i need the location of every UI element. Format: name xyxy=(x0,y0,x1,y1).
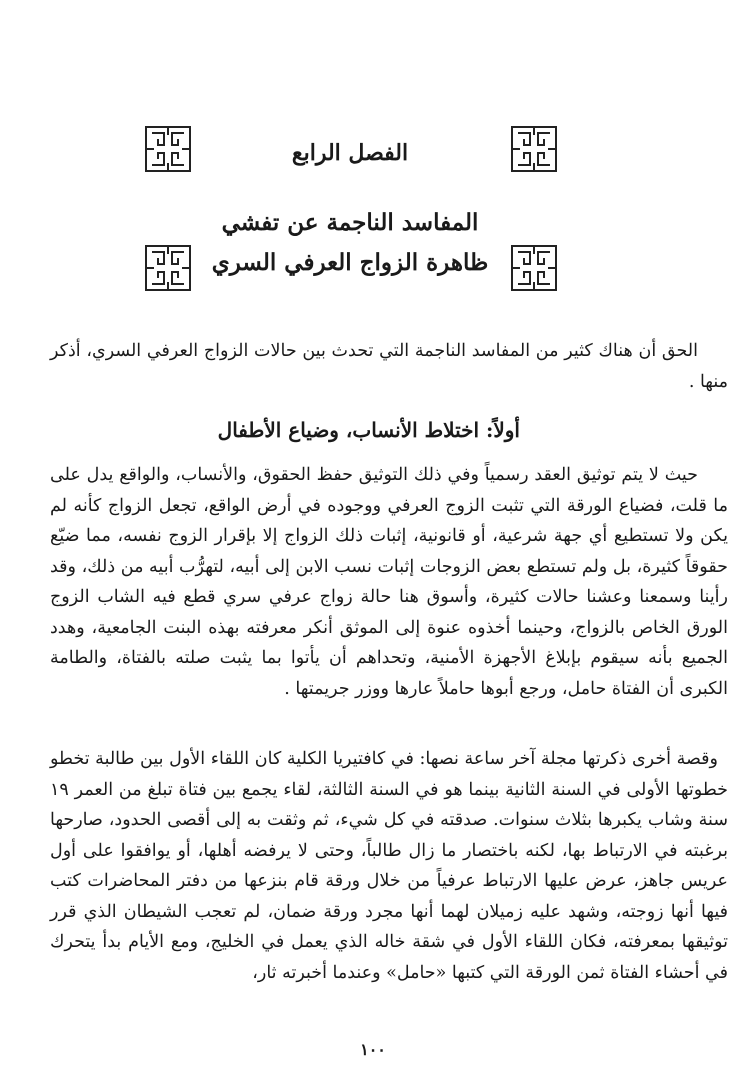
arabesque-frame-icon xyxy=(508,242,560,294)
section-paragraph: حيث لا يتم توثيق العقد رسمياً وفي ذلك التوثيق حفظ الحقوق، والأنساب، والواقع يدل على ما قلت، فضياع الورقة التي تثبت الزوج العرفي ووجوده في أرض الواقع، تجعل الزواج كأنه لم يكن ولا تستطيع أي جهة شرعية، أو قانونية، إثبات ذلك الزواج إلا بإقرار الزوج نفسه، مما ضيّع حقوقاً كثيرة، بل ولم تستطع بعض الزوجات إثبات نسب الابن إلى أبيه، لتهرُّب أبيه من ذلك، وقد رأينا وسمعنا وعشنا حالات كثيرة، وأسوق هنا حالة زواج عرفي سري قطع فيه الشاب الزوج الورق الخاص بالزواج، وحينما أخذوه عنوة إلى الموثق أنكر معرفته بهذه البنت الجامعية، وهدد الجميع بأنه سيقوم بإبلاغ الأجهزة الأمنية، وتحداهم أن يأتوا بما يثبت صلته بالفتاة، والطامة الكبرى أن الفتاة حامل، ورجع أبوها حاملاً عارها ووزر جريمتها . xyxy=(50,465,728,699)
arabesque-frame-icon xyxy=(142,242,194,294)
arabesque-frame-icon xyxy=(508,123,560,175)
page-title-line-1: المفاسد الناجمة عن تفشي xyxy=(221,209,479,236)
chapter-title: الفصل الرابع xyxy=(291,140,409,166)
section-heading: أولاً: اختلاط الأنساب، وضياع الأطفال xyxy=(217,418,520,442)
story-paragraph: وقصة أخرى ذكرتها مجلة آخر ساعة نصها: في كافتيريا الكلية كان اللقاء الأول بين طالبة تخطو خطوتها الأولى في السنة الثانية بينما هو في السنة الثالثة، لقاء يجمع بين فتاة تبلغ من العمر ١٩ سنة وشاب يكبرها بثلاث سنوات. صدقته في كل شيء، ثم وثقت به إلى أقصى الحدود، صارحها برغبته في الارتباط بها، لكنه باختصار ما زال طالباً، وحتى لا يرفضه أهلها، أو يوافقوا على أول عريس جاهز، عرض عليها الارتباط عرفياً من خلال ورقة قام بنزعها من دفتر المحاضرات كتب فيها أنها زوجته، وشهد عليه زميلان لهما أنها مجرد ورقة ضمان، لم تعجب الشيطان الذي قرر توثيقها بمعرفته، فكان اللقاء الأول في شقة خاله الذي يعمل في الخليج، ومع الأيام بدأ يتحرك في أحشاء الفتاة ثمن الورقة التي كتبها «حامل» وعندما أخبرته ثار، xyxy=(50,749,728,983)
page-number: ١٠٠ xyxy=(360,1040,386,1059)
intro-paragraph: الحق أن هناك كثير من المفاسد الناجمة التي تحدث بين حالات الزواج العرفي السري، أذكر منها . xyxy=(50,341,728,392)
page-title-line-2: ظاهرة الزواج العرفي السري xyxy=(211,249,489,276)
arabesque-frame-icon xyxy=(142,123,194,175)
